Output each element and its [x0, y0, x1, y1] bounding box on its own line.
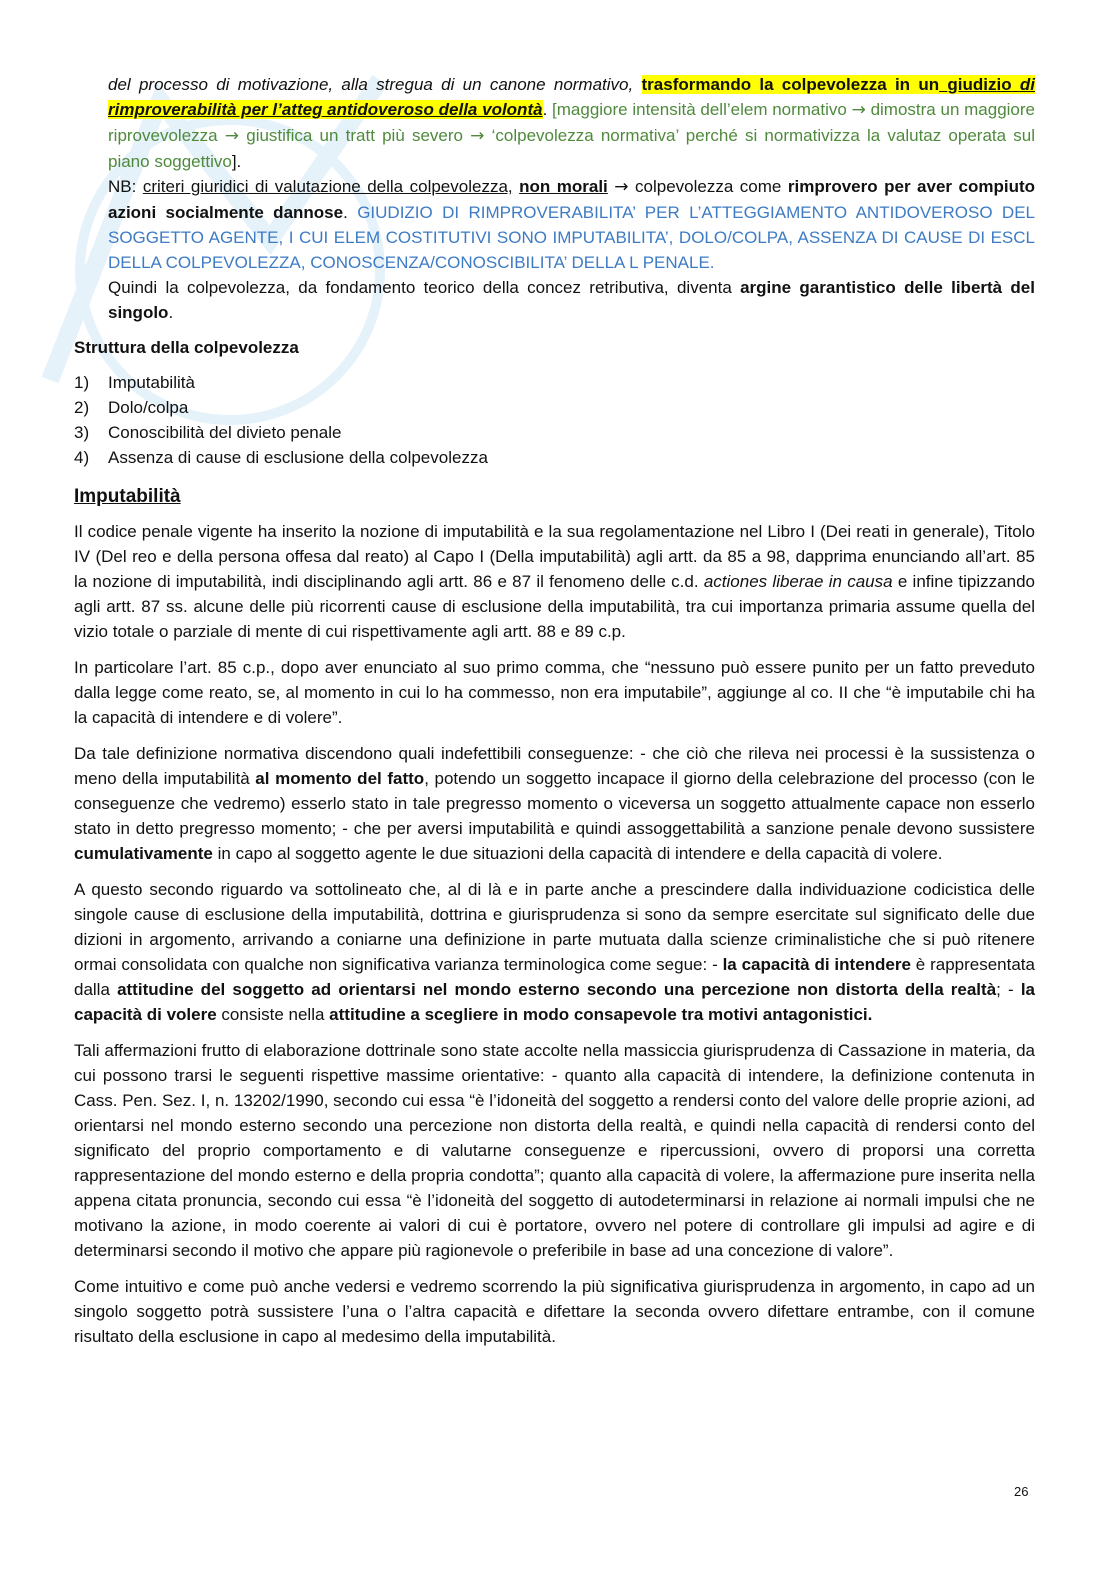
section-heading: Imputabilità: [74, 486, 181, 507]
nb-criteri: criteri giuridici di valutazione della colpevolezza,: [142, 177, 513, 196]
arrow-icon: →: [614, 177, 629, 197]
intro-block: [108, 72, 1035, 325]
quindi-paragraph: Quindi la colpevolezza, da fondamento teorico della concez retributiva, diventa argine garantistico delle libertà del singolo.: [108, 278, 1035, 322]
quindi-bold: argine garantistico delle libertà del singolo: [108, 278, 1035, 322]
nb-paragraph: NB: criteri giuridici di valutazione della colpevolezza, non morali → colpevolezza come rimprovero per aver compiuto azioni socialmente dannose. GIUDIZIO DI RIMPROVERABILITA’ PER L’ATTEGGIAMENTO ANTIDOVEROSO DEL SOGGETTO AGENTE, I CUI ELEM COSTITUTIVI SONO IMPUTABILITA’, DOLO/COLPA, ASSENZA DI CAUSE DI ESCL DELLA COLPEVOLEZZA, CONOSCENZA/CONOSCIBILITA’ DELLA L PENALE.: [108, 177, 1036, 272]
list-item: 2) Dolo/colpa: [74, 398, 189, 417]
arrow-icon: →: [224, 126, 240, 146]
intro-rimproverabilita: di rimproverabilità per l’atteg antidoveroso della volontà: [108, 75, 1035, 119]
intro-italic: del processo di motivazione, alla stregua di un canone normativo,: [108, 75, 634, 94]
paragraph-3: Da tale definizione normativa discendono quali indefettibili conseguenze: - che ciò che rileva nei processi è la sussistenza o meno della imputabilità al momento del fatto, potendo un soggetto incapace il giorno della celebrazione del processo (con le conseguenze che vedremo) esserlo stato in tale pregresso momento o viceversa un soggetto attualmente capace non esserlo stato in detto pregresso momento; - che per aversi imputabilità e quindi assoggettabilità a sanzione penale devono sussistere cumulativamente in capo al soggetto agente le due situazioni della capacità di intendere e della capacità di volere.: [74, 744, 1035, 863]
list-item: 4) Assenza di cause di esclusione della colpevolezza: [74, 448, 488, 467]
intro-paragraph: del processo di motivazione, alla stregua di un canone normativo, trasformando la colpevolezza in un giudizio di rimproverabilità per l’atteg antidoveroso della volontà. [maggiore intensità dell’elem normativo → dimostra un maggiore riprovevolezza → giustifica un tratt più severo → ‘colpevolezza normativa’ perché si normativizza la valutaz operata sul piano soggettivo].: [108, 75, 1035, 171]
nb-non-morali: non morali: [519, 177, 608, 196]
structure-list: [74, 370, 1035, 470]
paragraph-1: Il codice penale vigente ha inserito la nozione di imputabilità e la sua regolamentazione nel Libro I (Dei reati in generale), Titolo IV (Del reo e della persona offesa dal reato) al Capo I (Della imputabilità) agli artt. da 85 a 98, dapprima enunciando all’art. 85 la nozione di imputabilità, indi disciplinando agli artt. 86 e 87 il fenomeno delle c.d. actiones liberae in causa e infine tipizzando agli artt. 87 ss. alcune delle più ricorrenti cause di esclusione della imputabilità, tra cui importanza primaria assume quella del vizio totale o parziale di mente di cui rispettivamente agli artt. 88 e 89 c.p.: [74, 522, 1035, 641]
page-content: [74, 72, 1035, 1360]
green-note: [maggiore intensità dell’elem normativo → dimostra un maggiore riprovevolezza → giustifica un tratt più severo → ‘colpevolezza normativa’ perché si normativizza la valutaz operata sul piano soggettivo: [108, 100, 1035, 171]
paragraph-2: In particolare l’art. 85 c.p., dopo aver enunciato al suo primo comma, che “nessuno può essere punito per un fatto preveduto dalla legge come reato, se, al momento in cui lo ha commesso, non era imputabile”, aggiunge al co. II che “è imputabile chi ha la capacità di intendere e di volere”.: [74, 658, 1035, 727]
paragraph-5: Tali affermazioni frutto di elaborazione dottrinale sono state accolte nella massiccia giurisprudenza di Cassazione in materia, da cui possono trarsi le seguenti rispettive massime orientative: - quanto alla capacità di intendere, la definizione contenuta in Cass. Pen. Sez. I, n. 13202/1990, secondo cui essa “è l’idoneità del soggetto a rendersi conto del valore delle proprie azioni, ad orientarsi nel mondo esterno secondo una percezione non distorta della realtà, e quindi nella capacità di rendersi conto del significato del proprio comportamento e di valutarne conseguenze e ripercussioni, ovvero di proporsi una corretta rappresentazione del mondo esterno e della propria condotta”; quanto alla capacità di volere, la affermazione pure inserita nella appena citata pronuncia, secondo cui essa “è l’idoneità del soggetto di autodeterminarsi in relazione ai normali impulsi che ne motivano la azione, in modo coerente ai valori di cui è portatore, ovvero nel potere di controllare gli impulsi ad agire e di determinarsi secondo il motivo che appare più ragionevole o preferibile in base ad una concezione di valore”.: [74, 1041, 1035, 1260]
arrow-icon: →: [851, 100, 866, 120]
page-number: 26: [1014, 1484, 1029, 1499]
nb-blue: GIUDIZIO DI RIMPROVERABILITA’ PER L’ATTEGGIAMENTO ANTIDOVEROSO DEL SOGGETTO AGENTE, I CUI ELEM COSTITUTIVI SONO IMPUTABILITA’, DOLO/COLPA, ASSENZA DI CAUSE DI ESCL DELLA COLPEVOLEZZA, CONOSCENZA/CONOSCIBILITA’ DELLA L PENALE.: [108, 203, 1036, 272]
paragraph-6: Come intuitivo e come può anche vedersi e vedremo scorrendo la più significativa giurisprudenza in argomento, in capo ad un singolo soggetto potrà sussistere l’una o l’altra capacità e difettare la seconda ovvero difettare entrambe, con il comune risultato della esclusione in capo al medesimo della imputabilità.: [74, 1277, 1035, 1346]
structure-heading: Struttura della colpevolezza: [74, 338, 299, 357]
arrow-icon: →: [470, 126, 485, 146]
list-item: 3) Conoscibilità del divieto penale: [74, 423, 342, 442]
paragraph-4: A questo secondo riguardo va sottolineato che, al di là e in parte anche a prescindere dalla individuazione codicistica delle singole cause di esclusione della imputabilità, dottrina e giurisprudenza si sono da sempre esercitate sul significato delle due dizioni in argomento, arrivando a coniarne una definizione in parte mutuata dalla scienze criminalistiche che si può ritenere ormai consolidata con qualche non significativa varianza terminologica come segue: - la capacità di intendere è rappresentata dalla attitudine del soggetto ad orientarsi nel mondo esterno secondo una percezione non distorta della realtà; - la capacità di volere consiste nella attitudine a scegliere in modo consapevole tra motivi antagonistici.: [74, 880, 1035, 1024]
nb-bold: rimprovero per aver compiuto azioni socialmente dannose: [108, 177, 1036, 222]
list-item: 1) Imputabilità: [74, 373, 195, 392]
intro-giudizio: giudizio: [939, 75, 1020, 94]
intro-bold-highlight: trasformando la colpevolezza in un: [641, 75, 940, 94]
